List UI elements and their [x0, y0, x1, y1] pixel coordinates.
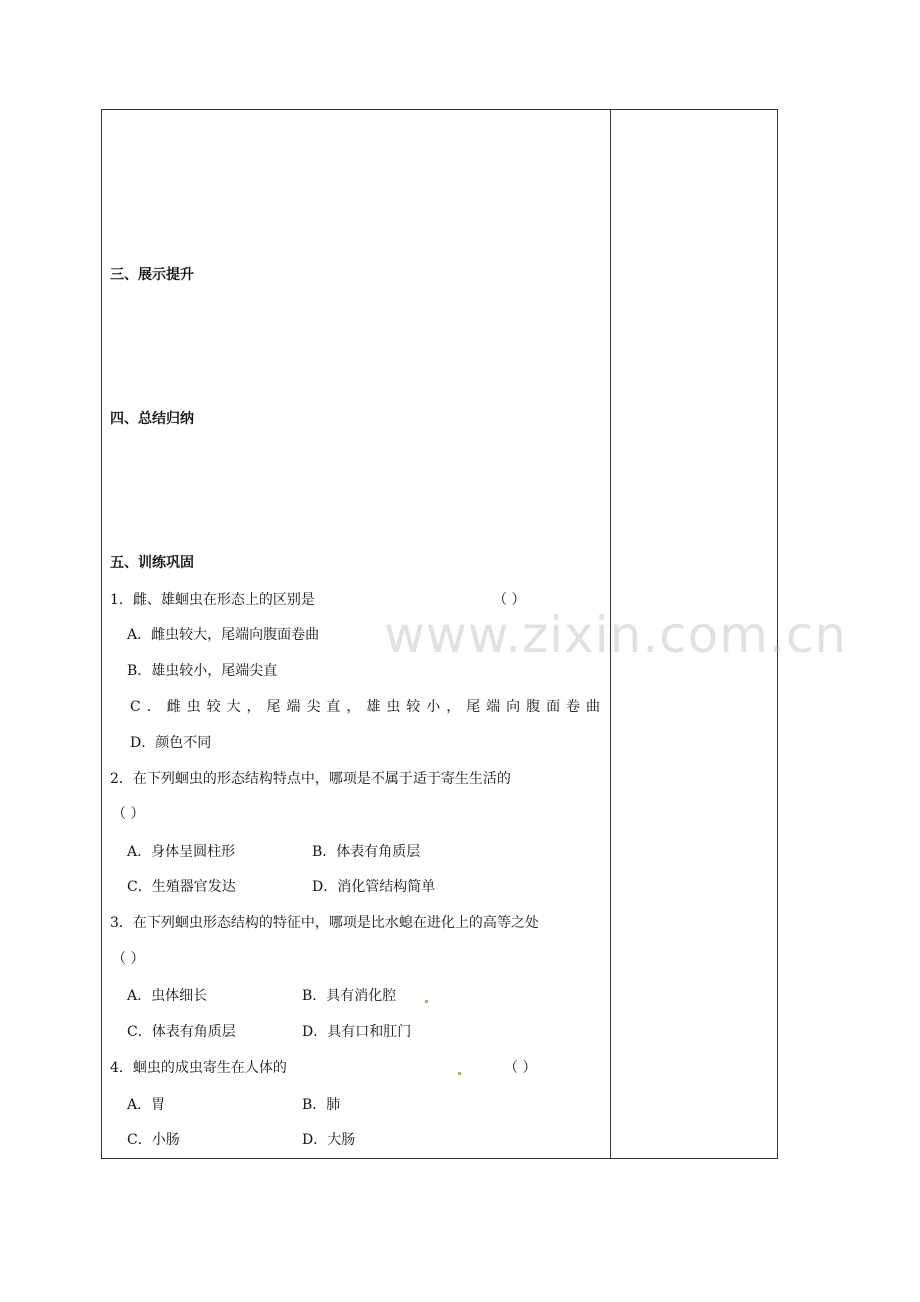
- section-heading-3: 三、展示提升: [110, 267, 194, 283]
- question-1-answer-blank: （ ）: [493, 592, 526, 608]
- question-4-option-d: D．大肠: [302, 1132, 356, 1148]
- question-1-option-d: D．颜色不同: [130, 735, 212, 751]
- question-4-option-a: A．胃: [127, 1097, 166, 1113]
- question-2-stem: 2．在下列蛔虫的形态结构特点中，哪项是不属于适于寄生生活的: [110, 771, 511, 787]
- question-2-option-d: D．消化管结构简单: [312, 879, 436, 895]
- question-2-answer-blank: （ ）: [112, 806, 145, 822]
- question-3-option-c: C．体表有角质层: [127, 1024, 236, 1040]
- stray-mark: [458, 1072, 461, 1075]
- question-1-stem: 1．雌、雄蛔虫在形态上的区别是: [110, 592, 315, 608]
- question-1-option-b: B．雄虫较小，尾端尖直: [127, 663, 278, 679]
- question-4-stem: 4．蛔虫的成虫寄生在人体的: [110, 1060, 287, 1076]
- question-1-option-a: A．雌虫较大，尾端向腹面卷曲: [127, 627, 320, 643]
- question-1-option-c: C ． 雌 虫 较 大 ， 尾 端 尖 直 ， 雄 虫 较 小 ， 尾 端 向 腹 面 卷 曲: [130, 699, 600, 715]
- question-3-option-a: A．虫体细长: [127, 988, 208, 1004]
- question-3-stem: 3．在下列蛔虫形态结构的特征中，哪项是比水螅在进化上的高等之处: [110, 915, 539, 931]
- question-4-option-c: C．小肠: [127, 1132, 180, 1148]
- question-4-answer-blank: （ ）: [504, 1060, 537, 1076]
- watermark: www.zixin.com.cn: [384, 606, 848, 664]
- question-4-option-b: B．肺: [302, 1097, 341, 1113]
- question-3-answer-blank: （ ）: [112, 951, 145, 967]
- question-3-option-b: B．具有消化腔: [302, 988, 397, 1004]
- question-2-option-c: C．生殖器官发达: [127, 879, 236, 895]
- stray-mark: [425, 1000, 428, 1003]
- question-2-option-a: A．身体呈圆柱形: [127, 844, 236, 860]
- section-heading-5: 五、训练巩固: [110, 555, 194, 571]
- section-heading-4: 四、总结归纳: [110, 411, 194, 427]
- question-2-option-b: B．体表有角质层: [312, 844, 421, 860]
- question-3-option-d: D．具有口和肛门: [302, 1024, 412, 1040]
